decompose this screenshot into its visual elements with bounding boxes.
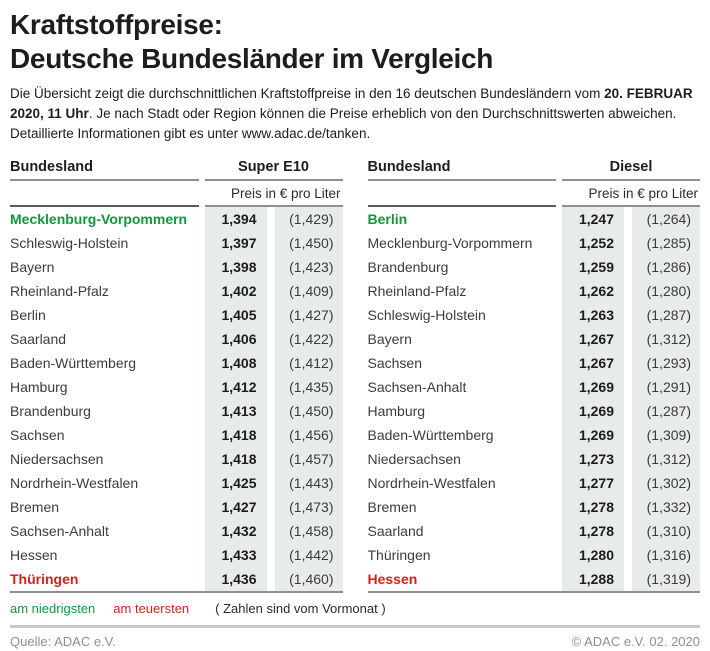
column-gap: [624, 399, 632, 423]
table-row: [10, 231, 343, 255]
prev-month-value: (1,287): [632, 399, 700, 423]
table-row: [368, 543, 701, 567]
column-gap: [624, 231, 632, 255]
legend-previous-month-note: ( Zahlen sind vom Vormonat ): [215, 601, 386, 616]
table-row: [10, 543, 343, 567]
column-gap: [624, 495, 632, 519]
state-name: Saarland: [367, 523, 424, 539]
prev-month-value: (1,473): [275, 495, 343, 519]
page-title: [10, 8, 700, 76]
column-gap: [624, 255, 632, 279]
state-name: Thüringen: [367, 547, 431, 563]
price-value: 1,267: [562, 351, 624, 375]
price-value: 1,269: [562, 399, 624, 423]
column-gap: [267, 327, 275, 351]
price-value: 1,432: [205, 519, 267, 543]
price-value: 1,412: [205, 375, 267, 399]
state-name: Sachsen: [10, 427, 65, 443]
prev-month-value: (1,291): [632, 375, 700, 399]
state-name: Saarland: [10, 331, 67, 347]
prev-month-value: (1,280): [632, 279, 700, 303]
column-gap: [624, 351, 632, 375]
table-body: [10, 207, 343, 593]
state-name: Bremen: [10, 499, 60, 515]
price-value: 1,278: [562, 495, 624, 519]
price-value: 1,262: [562, 279, 624, 303]
column-header-price-unit: Preis in € pro Liter: [205, 181, 343, 207]
prev-month-value: (1,458): [275, 519, 343, 543]
prev-month-value: (1,302): [632, 471, 700, 495]
table-header-row: [10, 159, 343, 181]
column-header-bundesland: Bundesland: [10, 159, 199, 181]
copyright-notice: © ADAC e.V. 02. 2020: [571, 634, 700, 649]
prev-month-value: (1,443): [275, 471, 343, 495]
state-name: Mecklenburg-Vorpommern: [367, 235, 533, 251]
table-row: [10, 351, 343, 375]
legend-highest-label: am teuersten: [113, 601, 190, 616]
price-value: 1,436: [205, 567, 267, 591]
price-value: 1,408: [205, 351, 267, 375]
table-row: [10, 567, 343, 591]
price-value: 1,278: [562, 519, 624, 543]
table-row: [368, 399, 701, 423]
table-row: [368, 495, 701, 519]
table-row: [368, 471, 701, 495]
table-row: [368, 231, 701, 255]
column-gap: [624, 519, 632, 543]
state-name: Niedersachsen: [10, 451, 104, 467]
price-value: 1,267: [562, 327, 624, 351]
state-name: Schleswig-Holstein: [10, 235, 129, 251]
state-name: Bremen: [367, 499, 417, 515]
price-value: 1,263: [562, 303, 624, 327]
state-name: Hessen: [10, 547, 58, 563]
price-value: 1,252: [562, 231, 624, 255]
source-credit: Quelle: ADAC e.V.: [10, 634, 116, 649]
prev-month-value: (1,456): [275, 423, 343, 447]
state-name: Rheinland-Pfalz: [10, 283, 109, 299]
table-row: [368, 351, 701, 375]
prev-month-value: (1,309): [632, 423, 700, 447]
prev-month-value: (1,286): [632, 255, 700, 279]
prev-month-value: (1,293): [632, 351, 700, 375]
column-gap: [624, 447, 632, 471]
column-gap: [624, 375, 632, 399]
table-body: [368, 207, 701, 593]
prev-month-value: (1,312): [632, 327, 700, 351]
state-name: Hessen: [367, 571, 418, 587]
column-gap: [624, 567, 632, 591]
table-row: [10, 495, 343, 519]
table-subheader-row: [368, 181, 701, 207]
page-title-line1: Kraftstoffpreise:: [10, 9, 223, 40]
state-name: Bayern: [367, 331, 412, 347]
table-row: [368, 423, 701, 447]
price-value: 1,418: [205, 447, 267, 471]
price-value: 1,394: [205, 207, 267, 231]
state-name: Sachsen-Anhalt: [367, 379, 467, 395]
table-row: [10, 519, 343, 543]
state-name: Hamburg: [10, 379, 68, 395]
prev-month-value: (1,457): [275, 447, 343, 471]
table-row: [10, 447, 343, 471]
table-row: [368, 255, 701, 279]
table-row: [368, 375, 701, 399]
column-header-bundesland: Bundesland: [368, 159, 557, 181]
column-gap: [267, 519, 275, 543]
state-name: Schleswig-Holstein: [367, 307, 486, 323]
state-name: Nordrhein-Westfalen: [367, 475, 496, 491]
table-row: [10, 279, 343, 303]
prev-month-value: (1,442): [275, 543, 343, 567]
state-name: Rheinland-Pfalz: [367, 283, 467, 299]
table-row: [10, 471, 343, 495]
table-row: [10, 327, 343, 351]
price-value: 1,269: [562, 375, 624, 399]
table-row: [10, 375, 343, 399]
prev-month-value: (1,450): [275, 231, 343, 255]
state-name: Sachsen: [367, 355, 422, 371]
price-value: 1,247: [562, 207, 624, 231]
column-gap: [267, 543, 275, 567]
state-name: Brandenburg: [367, 259, 449, 275]
table-row: [10, 423, 343, 447]
price-value: 1,413: [205, 399, 267, 423]
table-row: [10, 399, 343, 423]
prev-month-value: (1,264): [632, 207, 700, 231]
state-name: Sachsen-Anhalt: [10, 523, 109, 539]
table-row: [10, 255, 343, 279]
state-name: Berlin: [367, 211, 408, 227]
state-name: Brandenburg: [10, 403, 91, 419]
table-header-row: [368, 159, 701, 181]
prev-month-value: (1,310): [632, 519, 700, 543]
price-value: 1,406: [205, 327, 267, 351]
prev-month-value: (1,450): [275, 399, 343, 423]
legend-lowest-label: am niedrigsten: [10, 601, 96, 616]
table-row: [368, 567, 701, 591]
price-value: 1,418: [205, 423, 267, 447]
prev-month-value: (1,285): [632, 231, 700, 255]
column-gap: [267, 279, 275, 303]
table-subheader-row: [10, 181, 343, 207]
column-gap: [267, 495, 275, 519]
column-gap: [267, 255, 275, 279]
column-gap: [624, 543, 632, 567]
column-header-fuel-type: Diesel: [562, 159, 700, 181]
price-value: 1,288: [562, 567, 624, 591]
column-gap: [267, 207, 275, 231]
state-name: Berlin: [10, 307, 46, 323]
column-gap: [267, 303, 275, 327]
prev-month-value: (1,312): [632, 447, 700, 471]
price-value: 1,402: [205, 279, 267, 303]
table-row: [368, 519, 701, 543]
intro-date-bold: 20. FEBRUAR 2020, 11 Uhr: [10, 86, 693, 121]
column-gap: [267, 447, 275, 471]
prev-month-value: (1,332): [632, 495, 700, 519]
table-row: [10, 207, 343, 231]
column-gap: [267, 399, 275, 423]
table-row: [368, 207, 701, 231]
state-name: Thüringen: [10, 571, 79, 587]
prev-month-value: (1,287): [632, 303, 700, 327]
price-value: 1,277: [562, 471, 624, 495]
state-name: Baden-Württemberg: [10, 355, 137, 371]
price-value: 1,405: [205, 303, 267, 327]
intro-text-end: . Je nach Stadt oder Region können die Preise erheblich von den Durchschnittswerten abweichen. Detaillierte Informationen gibt es unter www.adac.de/tanken.: [10, 106, 677, 141]
column-gap: [267, 231, 275, 255]
prev-month-value: (1,460): [275, 567, 343, 591]
column-header-price-unit: Preis in € pro Liter: [562, 181, 700, 207]
price-value: 1,273: [562, 447, 624, 471]
subheader-spacer: [10, 181, 199, 207]
column-gap: [624, 207, 632, 231]
prev-month-value: (1,427): [275, 303, 343, 327]
column-gap: [267, 375, 275, 399]
intro-text-start: Die Übersicht zeigt die durchschnittlichen Kraftstoffpreise in den 16 deutschen Bundesländern vom: [10, 86, 605, 101]
column-header-fuel-type: Super E10: [205, 159, 343, 181]
footer: [10, 628, 700, 649]
price-value: 1,259: [562, 255, 624, 279]
state-name: Mecklenburg-Vorpommern: [10, 211, 188, 227]
state-name: Hamburg: [367, 403, 426, 419]
super-e10-table: [10, 159, 343, 593]
legend: [10, 601, 700, 616]
price-tables: [10, 159, 700, 593]
price-value: 1,269: [562, 423, 624, 447]
prev-month-value: (1,435): [275, 375, 343, 399]
column-gap: [624, 471, 632, 495]
column-gap: [624, 327, 632, 351]
subheader-spacer: [368, 181, 557, 207]
column-gap: [267, 423, 275, 447]
price-value: 1,280: [562, 543, 624, 567]
state-name: Baden-Württemberg: [367, 427, 494, 443]
column-gap: [267, 471, 275, 495]
table-row: [368, 447, 701, 471]
column-gap: [267, 567, 275, 591]
column-gap: [624, 279, 632, 303]
table-row: [368, 327, 701, 351]
column-gap: [624, 423, 632, 447]
intro-text: [10, 84, 700, 144]
price-value: 1,397: [205, 231, 267, 255]
prev-month-value: (1,422): [275, 327, 343, 351]
table-row: [10, 303, 343, 327]
prev-month-value: (1,423): [275, 255, 343, 279]
price-value: 1,425: [205, 471, 267, 495]
page-title-line2: Deutsche Bundesländer im Vergleich: [10, 43, 494, 74]
table-row: [368, 303, 701, 327]
prev-month-value: (1,316): [632, 543, 700, 567]
state-name: Niedersachsen: [367, 451, 461, 467]
price-value: 1,433: [205, 543, 267, 567]
diesel-table: [368, 159, 701, 593]
state-name: Bayern: [10, 259, 55, 275]
state-name: Nordrhein-Westfalen: [10, 475, 139, 491]
price-value: 1,427: [205, 495, 267, 519]
prev-month-value: (1,409): [275, 279, 343, 303]
prev-month-value: (1,429): [275, 207, 343, 231]
column-gap: [624, 303, 632, 327]
price-value: 1,398: [205, 255, 267, 279]
column-gap: [267, 351, 275, 375]
prev-month-value: (1,319): [632, 567, 700, 591]
table-row: [368, 279, 701, 303]
prev-month-value: (1,412): [275, 351, 343, 375]
